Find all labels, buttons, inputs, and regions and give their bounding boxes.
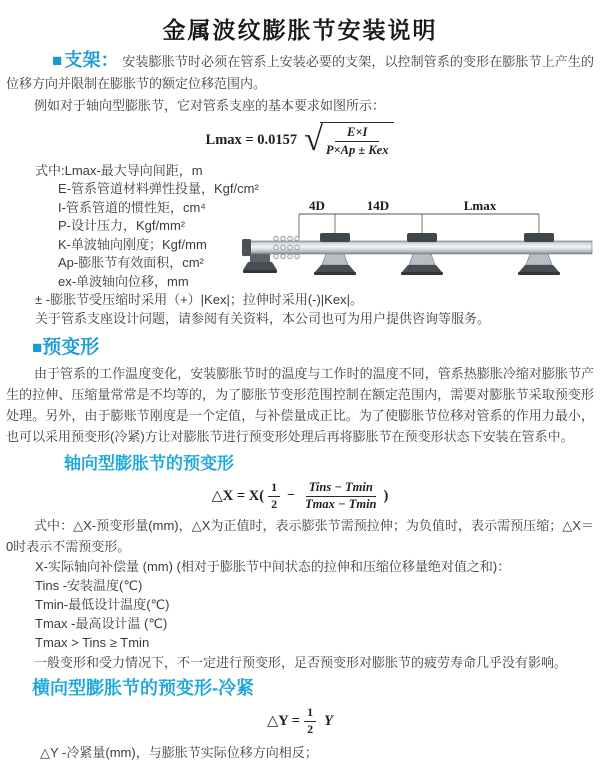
plus-minus-note: ± -膨胀节受压缩时采用（+）|Kex|；拉伸时采用(-)|Kex|。 [35,292,363,307]
minus-sign: − [287,488,296,504]
lmax-fraction [320,122,395,159]
lateral-formula-rhs: Y [324,712,333,729]
def-item-p: P-设计压力，Kgf/mm² [58,218,186,233]
support-paragraph [6,51,594,95]
temp-fraction-denominator: Tmax − Tmin [305,497,377,512]
defs-intro-line: 式中:Lmax-最大导向间距，m [35,162,203,178]
support-section-heading [52,50,119,70]
axial-temp-relation: Tmax > Tins ≥ Tmin [35,635,150,651]
def-item-k: K-单波轴向刚度；Kgf/mm [58,236,207,252]
dimension-label-14d: 14D [366,197,390,213]
preform-heading-label: 预变形 [42,337,100,358]
axial-preform-formula [0,480,600,513]
axial-def-tmin: Tmin-最低设计温度(℃) [35,597,170,613]
radical-expression [304,122,394,159]
half-denominator: 2 [271,497,278,512]
axial-note-paragraph: 式中：△X-预变形量(mm)，△X为正值时，表示膨张节需预拉伸；为负值时，表示需预压缩；△X＝0时表示不需预变形。 [6,518,594,554]
half-numerator: 1 [268,480,280,497]
def-item-i: I-管系管道的惯性矩，cm⁴ [58,199,206,215]
lmax-formula-lhs: Lmax = 0.0157 [205,131,298,148]
preform-paragraph: 由于管系的工作温度变化，安装膨胀节时的温度与工作时的温度不同，管系热膨胀冷缩对膨胀节产生的拉伸、压缩量常常是不均等的，为了膨胀节变形范围控制在额定范围内，需要对膨胀节采取预变形处理。另外，由于膨账节刚度是一个定值，与补偿量成正比。为了使膨胀节位移对管系的作用力最小，也可以采用预变形(冷紧)方让对膨胀节进行预变形处理后再将膨胀节在预变形状态下安装在管系中。 [6,365,594,444]
service-note: 关于管系支座设计问题，请参阅有关资料，本公司也可为用户提供咨询等服务。 [35,310,491,326]
lmax-formula [0,122,600,159]
axial-formula-lhs: △X = X( [211,488,265,505]
axial-subsection-heading: 轴向型膨胀节的预变形 [64,453,234,473]
anchor-support [243,254,277,273]
support-heading-label: 支架： [64,50,119,70]
half-numerator: 1 [304,705,316,722]
axial-def-tmax: Tmax -最高设计温 (℃) [35,616,168,632]
pipe-end-cap [242,239,251,256]
lmax-fraction-numerator: E×I [335,124,379,142]
dimension-label-lmax: Lmax [463,197,497,213]
axial-definitions [35,557,600,652]
axial-closing-text: 一般变形和受力情况下，不一定进行预变形，足否预变形对膨胀节的疲劳寿命几乎没有影响。 [34,655,568,671]
half-denominator: 2 [307,722,314,737]
one-half-fraction [304,705,316,737]
close-paren: ) [383,487,389,504]
radical-sign-icon: √ [304,120,323,158]
def-item-ex: ex-单波轴向位移，mm [58,273,189,289]
support-intro-text: 安装膨胀节时必须在管系上安装必要的支架，以控制管系的变形在膨胀节上产生的位移方向并限制在膨胀节的额定位移范围内。 [6,54,594,91]
lateral-note-text: △Y -冷紧量(mm)，与膨胀节实际位移方向相反； [40,745,318,761]
lmax-fraction-denominator: P×Ap ± Kex [325,143,389,158]
blue-square-icon: ■ [52,51,63,70]
pipe-support-diagram [242,198,600,298]
preform-section-heading [32,336,594,361]
lateral-subsection-heading: 横向型膨胀节的预变形-冷紧 [32,678,254,699]
support-example-text: 例如对于轴向型膨胀节，它对管系支座的基本要求如图所示： [34,98,386,113]
def-item-ap: Ap-膨胀节有效面积，cm² [58,255,204,270]
document-page [0,12,600,761]
one-half-fraction [268,480,280,512]
lateral-formula-lhs: △Y = [267,713,301,730]
axial-def-tins: Tins -安装温度(℃) [35,578,143,594]
def-item-e: E-管系管道材料弹性投量，Kgf/cm² [58,181,259,196]
temperature-fraction [302,480,379,513]
dimension-label-4d: 4D [309,197,325,213]
symbol-definitions [35,162,600,329]
temp-fraction-numerator: Tins − Tmin [306,480,376,498]
axial-def-x: X-实际轴向补偿量 (mm) (相对于膨胀节中间状态的拉伸和压缩位移量绝对值之和)： [35,559,511,575]
page-title: 金属波纹膨胀节安装说明 [162,17,438,43]
blue-square-icon: ■ [32,338,43,357]
lateral-preform-formula [0,705,600,737]
